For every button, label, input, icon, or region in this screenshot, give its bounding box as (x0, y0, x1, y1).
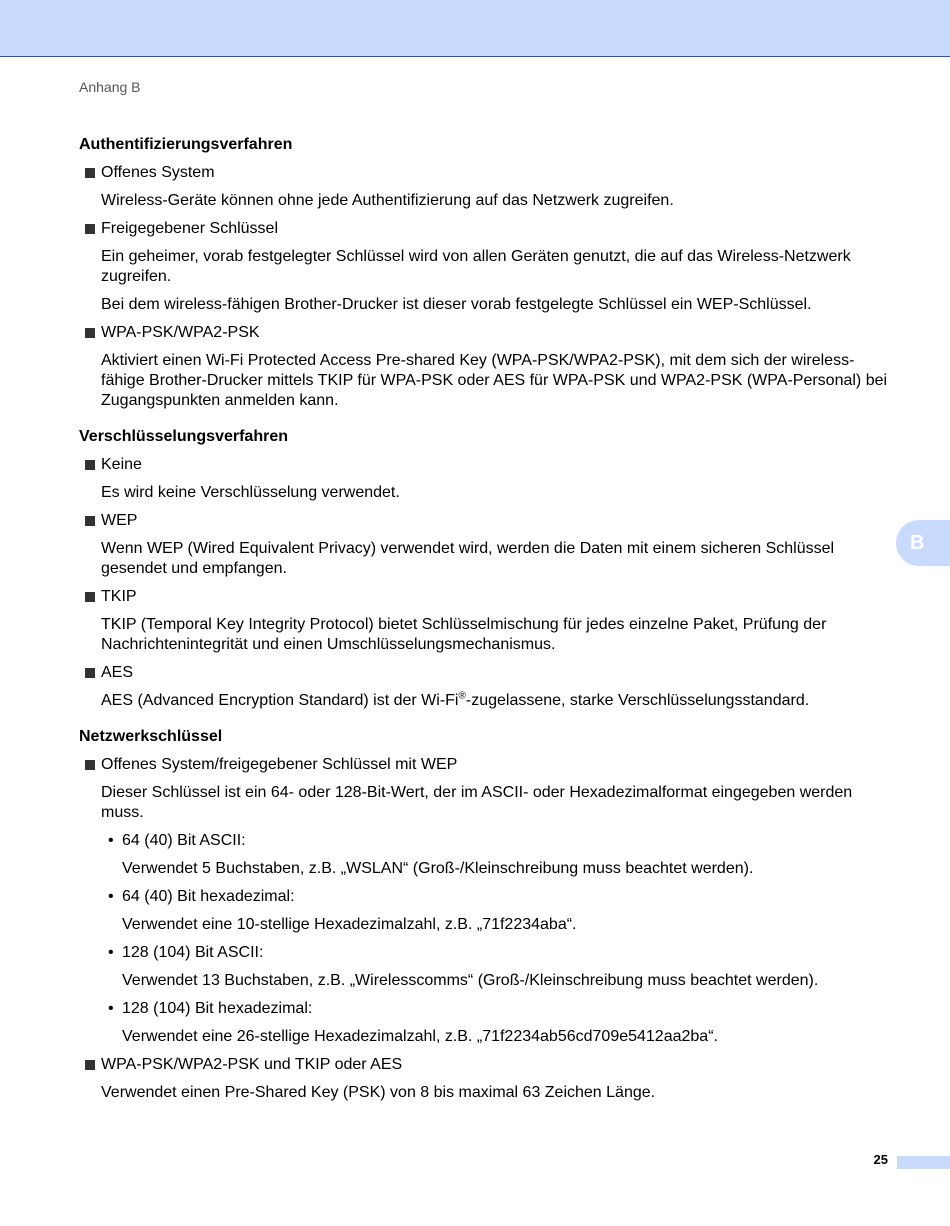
section-heading: Verschlüsselungsverfahren (79, 428, 288, 445)
sub-paragraph: Verwendet eine 10-stellige Hexadezimalzahl, z.B. „71f2234aba“. (122, 916, 577, 933)
sub-list-item: • 64 (40) Bit hexadezimal: (108, 888, 295, 905)
section-encryption (79, 427, 891, 711)
list-item: AES (79, 663, 891, 683)
header-band (0, 0, 950, 57)
sub-list-item: • 128 (104) Bit ASCII: (108, 944, 264, 961)
section-heading: Authentifizierungsverfahren (79, 136, 293, 153)
square-bullet-icon (85, 516, 95, 526)
sub-paragraph: Verwendet 13 Buchstaben, z.B. „Wirelesscomms“ (Groß-/Kleinschreibung muss beachtet werden). (122, 972, 819, 989)
square-bullet-icon (85, 460, 95, 470)
paragraph: Ein geheimer, vorab festgelegter Schlüssel wird von allen Geräten genutzt, die auf das Wireless-Netzwerk zugreifen. (101, 248, 851, 285)
sub-paragraph: Verwendet eine 26-stellige Hexadezimalzahl, z.B. „71f2234ab56cd709e5412aa2ba“. (122, 1028, 718, 1045)
page-number: 25 (873, 1152, 888, 1167)
square-bullet-icon (85, 168, 95, 178)
sub-paragraph: Verwendet 5 Buchstaben, z.B. „WSLAN“ (Groß-/Kleinschreibung muss beachtet werden). (122, 860, 754, 877)
square-bullet-icon (85, 328, 95, 338)
list-item: Offenes System/freigegebener Schlüssel mit WEP (79, 755, 891, 775)
sub-list-item: • 64 (40) Bit ASCII: (108, 832, 246, 849)
list-item: TKIP (79, 587, 891, 607)
list-item: Freigegebener Schlüssel (79, 219, 891, 239)
square-bullet-icon (85, 592, 95, 602)
square-bullet-icon (85, 1060, 95, 1070)
section-network-key (79, 727, 891, 1103)
page-number-bar (897, 1156, 950, 1169)
section-heading: Netzwerkschlüssel (79, 728, 223, 745)
paragraph: Wireless-Geräte können ohne jede Authentifizierung auf das Netzwerk zugreifen. (101, 192, 674, 209)
paragraph: Wenn WEP (Wired Equivalent Privacy) verwendet wird, werden die Daten mit einem sicheren Schlüssel gesendet und empfangen. (101, 540, 835, 577)
square-bullet-icon (85, 760, 95, 770)
list-item: WEP (79, 511, 891, 531)
square-bullet-icon (85, 224, 95, 234)
list-item: WPA-PSK/WPA2-PSK und TKIP oder AES (79, 1055, 891, 1075)
paragraph: AES (Advanced Encryption Standard) ist der Wi-Fi®-zugelassene, starke Verschlüsselungsstandard. (101, 690, 810, 709)
dot-bullet-icon: • (108, 832, 114, 849)
paragraph: TKIP (Temporal Key Integrity Protocol) bietet Schlüsselmischung für jedes einzelne Paket, Prüfung der Nachrichtenintegrität und einen Umschlüsselungsmechanismus. (101, 616, 827, 653)
square-bullet-icon (85, 668, 95, 678)
paragraph: Bei dem wireless-fähigen Brother-Drucker ist dieser vorab festgelegte Schlüssel ein WEP-Schlüssel. (101, 296, 812, 313)
paragraph: Verwendet einen Pre-Shared Key (PSK) von 8 bis maximal 63 Zeichen Länge. (101, 1084, 656, 1101)
paragraph: Aktiviert einen Wi-Fi Protected Access Pre-shared Key (WPA-PSK/WPA2-PSK), mit dem sich der wireless-fähige Brother-Drucker mittels TKIP für WPA-PSK oder AES für WPA-PSK und WPA2-PSK (WPA-Personal) bei Zugangspunkten anmelden kann. (101, 352, 888, 409)
list-item: Offenes System (79, 163, 891, 183)
page-content (79, 135, 891, 1119)
sub-list-item: • 128 (104) Bit hexadezimal: (108, 1000, 313, 1017)
dot-bullet-icon: • (108, 944, 114, 961)
paragraph: Es wird keine Verschlüsselung verwendet. (101, 484, 400, 501)
appendix-side-tab: B (896, 520, 950, 566)
list-item: Keine (79, 455, 891, 475)
list-item: WPA-PSK/WPA2-PSK (79, 323, 891, 343)
section-authentication (79, 135, 891, 411)
running-head: Anhang B (79, 79, 141, 95)
dot-bullet-icon: • (108, 1000, 114, 1017)
paragraph: Dieser Schlüssel ist ein 64- oder 128-Bit-Wert, der im ASCII- oder Hexadezimalformat eingegeben werden muss. (101, 784, 853, 821)
dot-bullet-icon: • (108, 888, 114, 905)
